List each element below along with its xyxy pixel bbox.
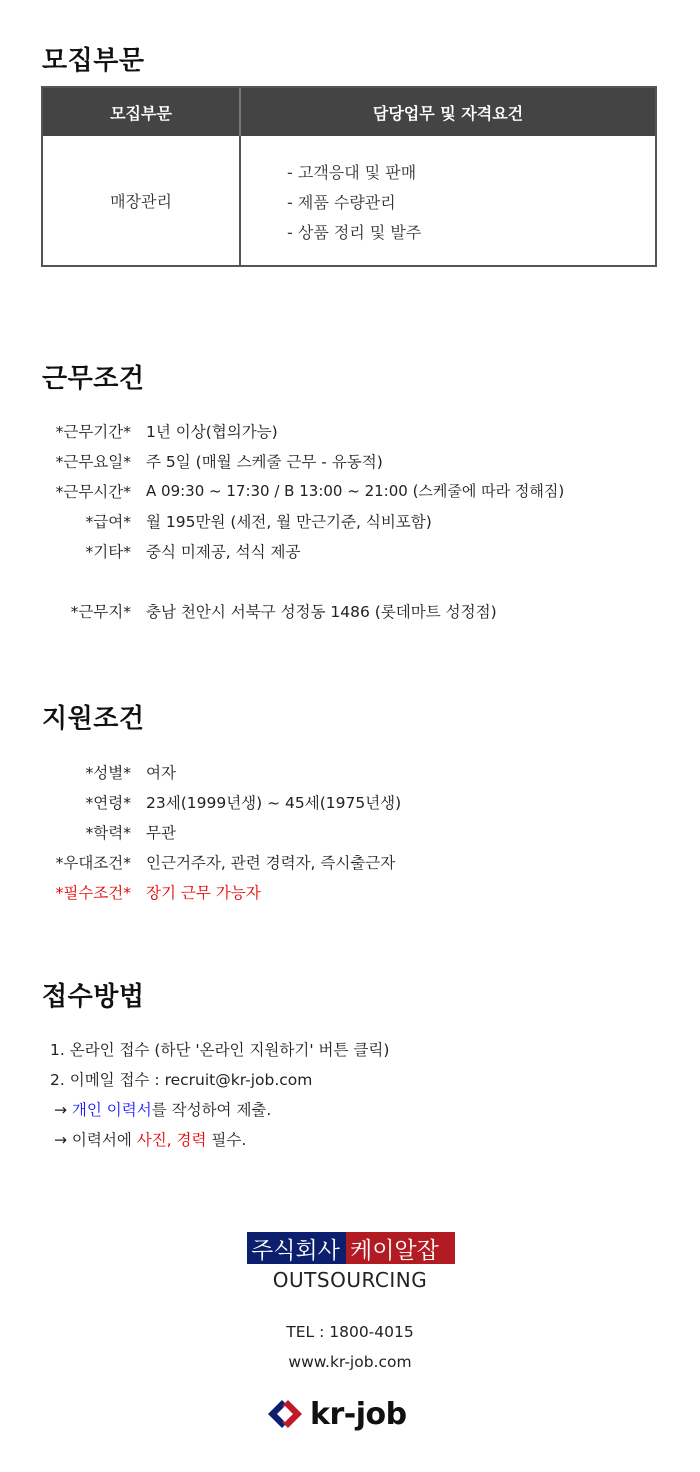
conditions-heading: 근무조건: [42, 364, 145, 394]
table-row: [43, 136, 655, 265]
highlight-photo-career: 사진, 경력: [136, 1131, 207, 1149]
eligibility-label: *연령*: [85, 794, 131, 812]
apply-note: [54, 1128, 246, 1150]
condition-label: *근무기간*: [55, 423, 131, 441]
header-position: 모집부문: [43, 88, 241, 136]
header-duties: 담당업무 및 자격요건: [372, 103, 524, 123]
condition-label: *근무시간*: [55, 483, 131, 501]
apply-note: [54, 1098, 271, 1120]
location-value: 충남 천안시 서북구 성정동 1486 (롯데마트 성정점): [146, 603, 497, 621]
tel-text: TEL : 1800-4015: [286, 1323, 414, 1341]
apply-heading: 접수방법: [42, 982, 145, 1012]
website-link[interactable]: www.kr-job.com: [288, 1353, 412, 1371]
condition-label: *근무요일*: [55, 453, 131, 471]
eligibility-value: 여자: [146, 764, 176, 782]
highlight-resume: 개인 이력서: [71, 1101, 152, 1119]
note-text: → 이력서에: [54, 1131, 137, 1149]
eligibility-value: 무관: [146, 824, 176, 842]
apply-step: 2. 이메일 접수 : recruit@kr-job.com: [50, 1071, 313, 1089]
eligibility-label: *필수조건*: [55, 884, 131, 902]
eligibility-value: 장기 근무 가능자: [146, 884, 261, 902]
eligibility-label: *성별*: [85, 764, 131, 782]
duty-item: - 고객응대 및 판매: [287, 163, 417, 182]
condition-value: 월 195만원 (세전, 월 만근기준, 식비포함): [146, 513, 432, 531]
condition-value: 중식 미제공, 석식 제공: [146, 543, 301, 561]
duties-cell: [241, 136, 655, 265]
recruit-heading: 모집부문: [42, 46, 145, 76]
krjob-logo: [264, 1392, 407, 1436]
eligibility-label: *학력*: [85, 824, 131, 842]
company-logo-box: [247, 1232, 455, 1264]
duty-item: - 상품 정리 및 발주: [287, 223, 422, 242]
note-text: 를 작성하여 제출.: [151, 1101, 272, 1119]
table-header-row: [43, 88, 655, 136]
role-cell: 매장관리: [43, 136, 241, 265]
eligibility-value: 인근거주자, 관련 경력자, 즉시출근자: [146, 854, 396, 872]
condition-value: 주 5일 (매월 스케줄 근무 - 유동적): [146, 453, 383, 471]
condition-label: *기타*: [85, 543, 131, 561]
apply-step: 1. 온라인 접수 (하단 '온라인 지원하기' 버튼 클릭): [50, 1041, 390, 1059]
company-name-b: 케이알잡: [346, 1232, 455, 1264]
condition-label: *급여*: [85, 513, 131, 531]
company-name-a: 주식회사: [247, 1232, 346, 1264]
diamond-logo-icon: [264, 1393, 306, 1435]
logo-text: kr-job: [310, 1396, 407, 1432]
duty-item: - 제품 수량관리: [287, 193, 396, 212]
eligibility-heading: 지원조건: [42, 704, 145, 734]
location-label: *근무지*: [70, 603, 131, 621]
outsourcing-subtitle: OUTSOURCING: [272, 1268, 428, 1292]
eligibility-value: 23세(1999년생) ~ 45세(1975년생): [146, 794, 402, 812]
arrow-text: →: [54, 1101, 72, 1119]
recruit-table: [41, 86, 657, 267]
note-text: 필수.: [206, 1131, 247, 1149]
condition-value: 1년 이상(협의가능): [146, 423, 278, 441]
condition-value: A 09:30 ~ 17:30 / B 13:00 ~ 21:00 (스케줄에 따라 정해짐): [146, 482, 565, 500]
eligibility-label: *우대조건*: [55, 854, 131, 872]
